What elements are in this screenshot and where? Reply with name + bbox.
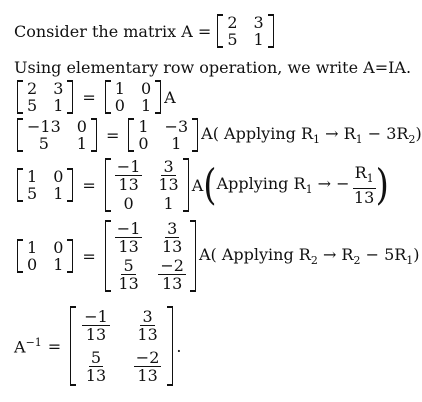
fraction <box>112 257 146 292</box>
method-line <box>14 58 411 77</box>
denominator: 13 <box>85 366 107 385</box>
subscript: 1 <box>305 183 313 197</box>
op-text: → R <box>325 123 356 143</box>
denominator: 13 <box>137 325 158 344</box>
numerator: −1 <box>116 157 141 176</box>
numerator <box>353 164 376 188</box>
matrix-cell: 1 <box>163 194 174 213</box>
op-text: A <box>14 337 26 357</box>
matrix-A <box>217 14 273 48</box>
intro-text: Consider the matrix A = <box>14 21 212 41</box>
denominator: 13 <box>161 274 183 293</box>
step0-lhs-matrix <box>17 80 73 114</box>
matrix-cell: 1 <box>138 117 149 136</box>
step0-tail: A <box>164 87 176 107</box>
matrix-cell: −13 <box>27 117 61 136</box>
numerator: −2 <box>160 256 184 275</box>
denominator: 13 <box>118 237 139 256</box>
step1-rhs-matrix <box>128 118 198 152</box>
equals-sign: = <box>47 336 62 356</box>
step2-operation <box>217 174 350 196</box>
matrix-cell: 1 <box>53 255 64 274</box>
equals-sign: = <box>82 175 96 195</box>
matrix-cell: 1 <box>53 184 64 203</box>
matrix-cell: 0 <box>53 238 64 257</box>
subscript: 2 <box>408 133 416 147</box>
op-text: R <box>354 163 367 183</box>
matrix-cell: 1 <box>171 134 182 153</box>
matrix-cell: 5 <box>227 30 238 49</box>
numerator: −1 <box>116 219 141 238</box>
op-text: → R <box>322 244 354 264</box>
step3-rhs-matrix <box>105 220 196 292</box>
matrix-cell: 1 <box>253 30 264 49</box>
op-text: Applying R <box>216 173 306 193</box>
step-3 <box>14 220 420 292</box>
op-text: A( Applying R <box>198 244 311 264</box>
subscript: 2 <box>310 254 318 268</box>
numerator: 5 <box>90 348 102 367</box>
matrix-cell: 1 <box>114 79 125 98</box>
matrix-cell: −3 <box>164 117 189 136</box>
op-text: − 5R <box>360 244 407 264</box>
step2-rhs-matrix <box>105 158 189 212</box>
matrix-definition-line <box>14 14 277 48</box>
op-text: ) <box>413 244 420 264</box>
denominator: 13 <box>118 175 139 194</box>
denominator: 13 <box>158 175 179 194</box>
op-text: A( Applying R <box>201 123 314 143</box>
matrix-cell: 1 <box>53 96 64 115</box>
superscript: −1 <box>25 335 42 349</box>
step-2 <box>14 158 389 212</box>
denominator: 13 <box>118 274 139 293</box>
numerator: 5 <box>123 256 134 275</box>
op-text: → − <box>317 173 350 193</box>
matrix-cell: 0 <box>138 134 149 153</box>
fraction <box>155 158 181 193</box>
fraction <box>79 308 113 343</box>
step3-operation <box>199 245 420 267</box>
op-text: − 3R <box>362 123 409 143</box>
numerator: −2 <box>135 348 160 367</box>
equals-sign: = <box>82 246 96 266</box>
matrix-cell: 5 <box>27 184 38 203</box>
step-1 <box>14 118 422 152</box>
op-text: ) <box>415 123 422 143</box>
fraction <box>131 308 165 343</box>
numerator: 3 <box>163 157 174 176</box>
fraction <box>155 220 189 255</box>
step-0 <box>14 80 176 114</box>
period: . <box>176 336 182 356</box>
inverse-label <box>14 336 42 356</box>
method-text: Using elementary row operation, we write A=IA. <box>14 58 412 77</box>
step1-lhs-matrix <box>17 118 97 152</box>
step1-operation <box>201 124 422 146</box>
matrix-cell: 2 <box>227 13 238 32</box>
subscript: 1 <box>406 254 414 268</box>
denominator: 13 <box>85 325 107 344</box>
inverse-matrix <box>70 306 173 386</box>
subscript: 1 <box>313 133 321 147</box>
equals-sign: = <box>82 87 96 107</box>
step3-lhs-matrix <box>17 239 73 273</box>
numerator: 3 <box>167 219 178 238</box>
matrix-cell: 0 <box>114 96 125 115</box>
denominator: 13 <box>137 366 158 385</box>
matrix-cell: 5 <box>38 134 49 153</box>
matrix-cell: 2 <box>27 79 38 98</box>
matrix-cell: 0 <box>53 167 64 186</box>
denominator: 13 <box>353 187 375 207</box>
fraction <box>112 220 146 255</box>
matrix-cell: 3 <box>253 13 264 32</box>
numerator: −1 <box>84 307 108 326</box>
step2-lhs-matrix <box>17 168 73 202</box>
matrix-cell: 1 <box>140 96 152 115</box>
equals-sign: = <box>105 125 120 145</box>
step0-rhs-matrix <box>105 80 161 114</box>
open-paren: ( <box>203 160 217 210</box>
matrix-cell: 1 <box>27 167 38 186</box>
fraction <box>112 158 146 193</box>
r1-over-13-fraction <box>353 164 376 205</box>
fraction <box>79 349 113 384</box>
subscript: 1 <box>355 133 363 147</box>
matrix-cell: 3 <box>53 79 64 98</box>
fraction <box>155 257 189 292</box>
matrix-cell: 0 <box>123 194 134 213</box>
matrix-cell: 0 <box>140 79 152 98</box>
matrix-cell: 0 <box>76 117 87 136</box>
matrix-cell: 1 <box>27 238 38 257</box>
fraction <box>131 349 165 384</box>
matrix-cell: 0 <box>27 255 38 274</box>
subscript: 1 <box>366 172 374 186</box>
subscript: 2 <box>353 254 361 268</box>
numerator: 3 <box>142 307 153 326</box>
inverse-result <box>14 306 181 386</box>
step2-tail: A <box>191 175 204 195</box>
close-paren: ) <box>375 160 389 210</box>
denominator: 13 <box>161 237 183 256</box>
matrix-cell: 1 <box>76 134 87 153</box>
matrix-cell: 5 <box>27 96 38 115</box>
